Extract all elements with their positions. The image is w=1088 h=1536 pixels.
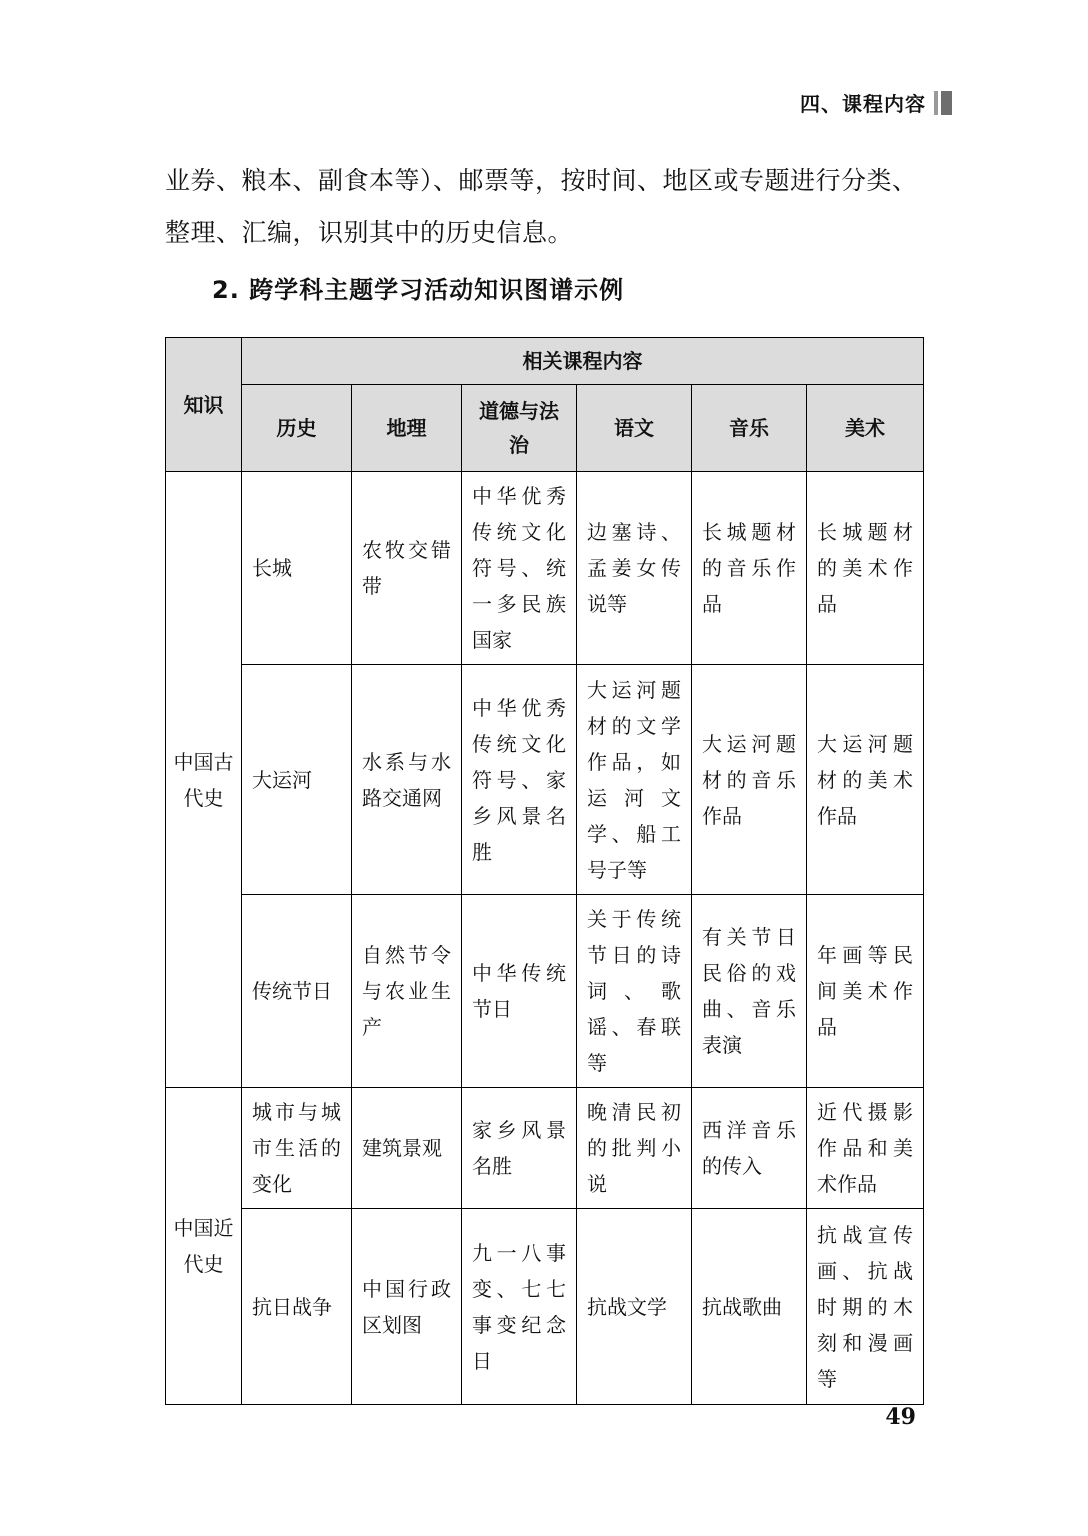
table-cell: 近代摄影作品和美术作品 — [807, 1088, 924, 1209]
table-cell: 大运河题材的美术作品 — [807, 665, 924, 895]
table-cell: 自然节令与农业生产 — [352, 895, 462, 1088]
table-row — [166, 895, 924, 1088]
body-paragraph — [165, 155, 925, 259]
table-cell: 长城题材的美术作品 — [807, 472, 924, 665]
table-cell: 有关节日民俗的戏曲、音乐表演 — [692, 895, 807, 1088]
body-line: 业券、粮本、副食本等）、邮票等，按时间、地区或专题进行分类、 — [165, 166, 918, 195]
table-cell: 中华优秀传统文化符号、统一多民族国家 — [462, 472, 577, 665]
table-row — [166, 472, 924, 665]
table-row — [166, 1209, 924, 1405]
body-line: 整理、汇编，识别其中的历史信息。 — [165, 218, 574, 247]
table-cell: 建筑景观 — [352, 1088, 462, 1209]
header-bar-thick — [941, 91, 952, 115]
table-cell: 长城题材的音乐作品 — [692, 472, 807, 665]
running-header-title: 四、课程内容 — [800, 92, 926, 116]
table-cell: 中华优秀传统文化符号、家乡风景名胜 — [462, 665, 577, 895]
header-bars-decoration — [934, 91, 952, 115]
table-cell: 家乡风景名胜 — [462, 1088, 577, 1209]
table-header-row — [166, 338, 924, 385]
table-cell: 抗战宣传画、抗战时期的木刻和漫画等 — [807, 1209, 924, 1405]
column-header: 音乐 — [692, 385, 807, 472]
column-header: 语文 — [577, 385, 692, 472]
header-bar-thin — [934, 91, 938, 115]
table-cell: 关于传统节日的诗词、歌谣、春联等 — [577, 895, 692, 1088]
column-header: 历史 — [242, 385, 352, 472]
table-cell: 大运河题材的音乐作品 — [692, 665, 807, 895]
table-cell: 年画等民间美术作品 — [807, 895, 924, 1088]
table-cell: 水系与水路交通网 — [352, 665, 462, 895]
page-number: 49 — [885, 1404, 916, 1430]
table-cell: 西洋音乐的传入 — [692, 1088, 807, 1209]
table-cell: 中华传统节日 — [462, 895, 577, 1088]
table-cell: 农牧交错带 — [352, 472, 462, 665]
running-header — [800, 88, 952, 117]
table-cell: 长城 — [242, 472, 352, 665]
era-cell: 中国古代史 — [166, 472, 242, 1088]
table-cell: 抗战歌曲 — [692, 1209, 807, 1405]
header-related-content: 相关课程内容 — [242, 338, 924, 385]
table-subheader-row — [166, 385, 924, 472]
table-cell: 大运河题材的文学作品，如运河文学、船工号子等 — [577, 665, 692, 895]
era-cell: 中国近代史 — [166, 1088, 242, 1405]
table-cell: 九一八事变、七七事变纪念日 — [462, 1209, 577, 1405]
table-cell: 城市与城市生活的变化 — [242, 1088, 352, 1209]
table-cell: 边塞诗、孟姜女传说等 — [577, 472, 692, 665]
column-header: 道德与法治 — [462, 385, 577, 472]
section-title: 2. 跨学科主题学习活动知识图谱示例 — [212, 276, 625, 304]
table-row — [166, 1088, 924, 1209]
header-knowledge: 知识 — [166, 338, 242, 472]
column-header: 地理 — [352, 385, 462, 472]
table-cell: 传统节日 — [242, 895, 352, 1088]
table-cell: 晚清民初的批判小说 — [577, 1088, 692, 1209]
column-header: 美术 — [807, 385, 924, 472]
table-row — [166, 665, 924, 895]
knowledge-graph-table — [165, 337, 924, 1405]
table-cell: 中国行政区划图 — [352, 1209, 462, 1405]
table-cell: 大运河 — [242, 665, 352, 895]
table-cell: 抗战文学 — [577, 1209, 692, 1405]
table-cell: 抗日战争 — [242, 1209, 352, 1405]
